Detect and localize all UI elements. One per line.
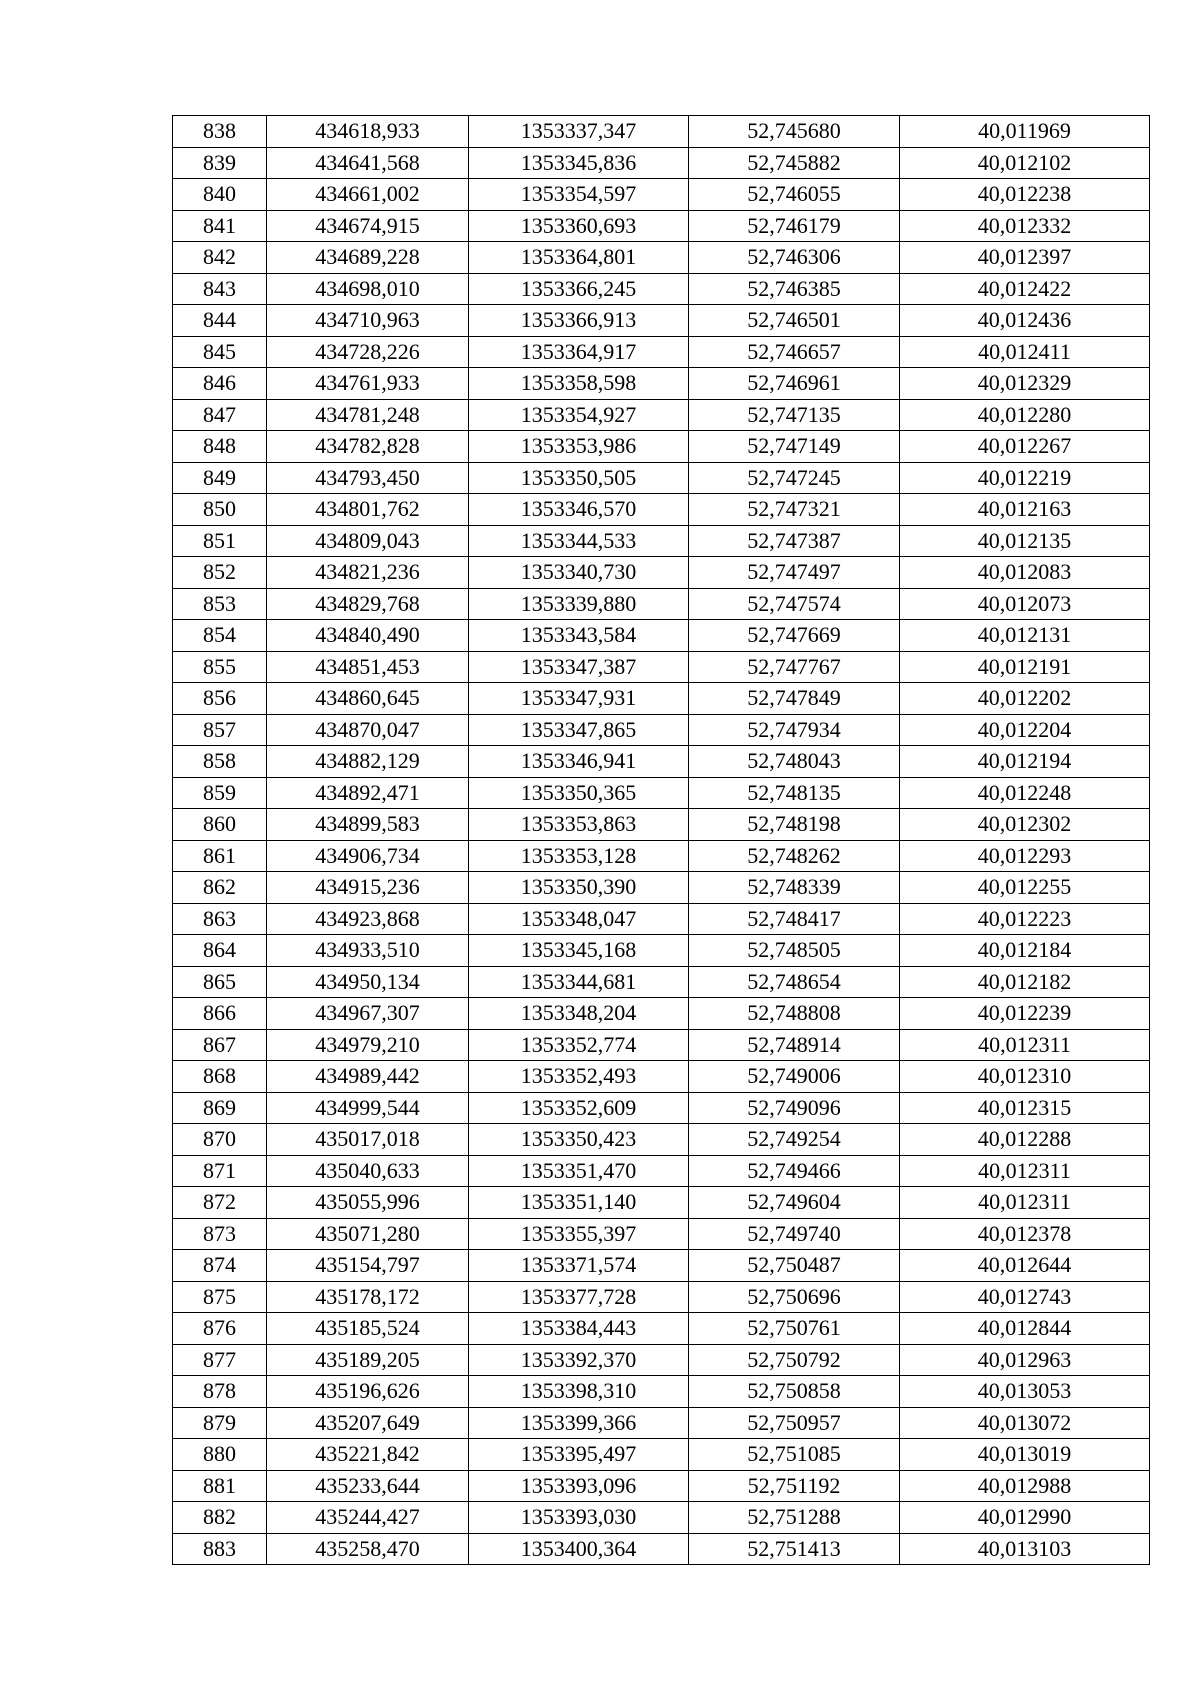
x-coordinate-cell: 434618,933	[267, 116, 469, 148]
point-number-cell: 867	[173, 1029, 267, 1061]
y-coordinate-cell: 1353347,387	[469, 651, 689, 683]
longitude-cell: 40,012963	[900, 1344, 1150, 1376]
point-number-cell: 859	[173, 777, 267, 809]
point-number-cell: 879	[173, 1407, 267, 1439]
y-coordinate-cell: 1353339,880	[469, 588, 689, 620]
latitude-cell: 52,748262	[689, 840, 900, 872]
longitude-cell: 40,012204	[900, 714, 1150, 746]
x-coordinate-cell: 434674,915	[267, 210, 469, 242]
x-coordinate-cell: 435258,470	[267, 1533, 469, 1565]
point-number-cell: 850	[173, 494, 267, 526]
latitude-cell: 52,747849	[689, 683, 900, 715]
point-number-cell: 882	[173, 1502, 267, 1534]
latitude-cell: 52,747149	[689, 431, 900, 463]
x-coordinate-cell: 434809,043	[267, 525, 469, 557]
table-row	[173, 714, 1150, 746]
longitude-cell: 40,012844	[900, 1313, 1150, 1345]
y-coordinate-cell: 1353352,493	[469, 1061, 689, 1093]
point-number-cell: 881	[173, 1470, 267, 1502]
x-coordinate-cell: 434829,768	[267, 588, 469, 620]
longitude-cell: 40,012332	[900, 210, 1150, 242]
y-coordinate-cell: 1353350,423	[469, 1124, 689, 1156]
table-row	[173, 305, 1150, 337]
x-coordinate-cell: 434698,010	[267, 273, 469, 305]
point-number-cell: 864	[173, 935, 267, 967]
y-coordinate-cell: 1353398,310	[469, 1376, 689, 1408]
longitude-cell: 40,013019	[900, 1439, 1150, 1471]
x-coordinate-cell: 435221,842	[267, 1439, 469, 1471]
table-row	[173, 777, 1150, 809]
longitude-cell: 40,012219	[900, 462, 1150, 494]
x-coordinate-cell: 434870,047	[267, 714, 469, 746]
latitude-cell: 52,747934	[689, 714, 900, 746]
table-row	[173, 998, 1150, 1030]
latitude-cell: 52,746961	[689, 368, 900, 400]
latitude-cell: 52,746179	[689, 210, 900, 242]
longitude-cell: 40,012644	[900, 1250, 1150, 1282]
x-coordinate-cell: 434979,210	[267, 1029, 469, 1061]
x-coordinate-cell: 434882,129	[267, 746, 469, 778]
point-number-cell: 852	[173, 557, 267, 589]
longitude-cell: 40,012743	[900, 1281, 1150, 1313]
y-coordinate-cell: 1353345,168	[469, 935, 689, 967]
table-row	[173, 1218, 1150, 1250]
longitude-cell: 40,012422	[900, 273, 1150, 305]
y-coordinate-cell: 1353346,941	[469, 746, 689, 778]
y-coordinate-cell: 1353360,693	[469, 210, 689, 242]
latitude-cell: 52,747387	[689, 525, 900, 557]
x-coordinate-cell: 434761,933	[267, 368, 469, 400]
x-coordinate-cell: 434906,734	[267, 840, 469, 872]
longitude-cell: 40,012311	[900, 1155, 1150, 1187]
table-row	[173, 1187, 1150, 1219]
x-coordinate-cell: 435185,524	[267, 1313, 469, 1345]
table-row	[173, 620, 1150, 652]
latitude-cell: 52,749604	[689, 1187, 900, 1219]
x-coordinate-cell: 435196,626	[267, 1376, 469, 1408]
longitude-cell: 40,012267	[900, 431, 1150, 463]
latitude-cell: 52,751413	[689, 1533, 900, 1565]
table-row	[173, 494, 1150, 526]
longitude-cell: 40,012194	[900, 746, 1150, 778]
table-row	[173, 462, 1150, 494]
x-coordinate-cell: 434840,490	[267, 620, 469, 652]
longitude-cell: 40,012329	[900, 368, 1150, 400]
y-coordinate-cell: 1353354,597	[469, 179, 689, 211]
latitude-cell: 52,745680	[689, 116, 900, 148]
table-row	[173, 651, 1150, 683]
latitude-cell: 52,747767	[689, 651, 900, 683]
table-row	[173, 872, 1150, 904]
table-row	[173, 588, 1150, 620]
latitude-cell: 52,747135	[689, 399, 900, 431]
x-coordinate-cell: 434967,307	[267, 998, 469, 1030]
table-row	[173, 1470, 1150, 1502]
coordinates-table	[172, 115, 1150, 1565]
latitude-cell: 52,751085	[689, 1439, 900, 1471]
y-coordinate-cell: 1353353,863	[469, 809, 689, 841]
x-coordinate-cell: 434915,236	[267, 872, 469, 904]
y-coordinate-cell: 1353400,364	[469, 1533, 689, 1565]
y-coordinate-cell: 1353366,245	[469, 273, 689, 305]
y-coordinate-cell: 1353345,836	[469, 147, 689, 179]
latitude-cell: 52,748339	[689, 872, 900, 904]
longitude-cell: 40,013103	[900, 1533, 1150, 1565]
point-number-cell: 845	[173, 336, 267, 368]
latitude-cell: 52,750696	[689, 1281, 900, 1313]
table-row	[173, 683, 1150, 715]
y-coordinate-cell: 1353351,140	[469, 1187, 689, 1219]
x-coordinate-cell: 435055,996	[267, 1187, 469, 1219]
latitude-cell: 52,751192	[689, 1470, 900, 1502]
point-number-cell: 861	[173, 840, 267, 872]
x-coordinate-cell: 435244,427	[267, 1502, 469, 1534]
longitude-cell: 40,012310	[900, 1061, 1150, 1093]
point-number-cell: 865	[173, 966, 267, 998]
latitude-cell: 52,747245	[689, 462, 900, 494]
table-row	[173, 336, 1150, 368]
table-row	[173, 903, 1150, 935]
point-number-cell: 870	[173, 1124, 267, 1156]
y-coordinate-cell: 1353348,047	[469, 903, 689, 935]
x-coordinate-cell: 435040,633	[267, 1155, 469, 1187]
y-coordinate-cell: 1353340,730	[469, 557, 689, 589]
latitude-cell: 52,748505	[689, 935, 900, 967]
x-coordinate-cell: 434950,134	[267, 966, 469, 998]
latitude-cell: 52,748808	[689, 998, 900, 1030]
point-number-cell: 866	[173, 998, 267, 1030]
y-coordinate-cell: 1353352,774	[469, 1029, 689, 1061]
table-row	[173, 1124, 1150, 1156]
x-coordinate-cell: 435189,205	[267, 1344, 469, 1376]
table-row	[173, 840, 1150, 872]
y-coordinate-cell: 1353377,728	[469, 1281, 689, 1313]
table-row	[173, 273, 1150, 305]
table-row	[173, 1250, 1150, 1282]
latitude-cell: 52,748135	[689, 777, 900, 809]
point-number-cell: 872	[173, 1187, 267, 1219]
y-coordinate-cell: 1353348,204	[469, 998, 689, 1030]
table-row	[173, 1281, 1150, 1313]
point-number-cell: 877	[173, 1344, 267, 1376]
longitude-cell: 40,013072	[900, 1407, 1150, 1439]
y-coordinate-cell: 1353355,397	[469, 1218, 689, 1250]
table-row	[173, 1061, 1150, 1093]
latitude-cell: 52,745882	[689, 147, 900, 179]
y-coordinate-cell: 1353347,865	[469, 714, 689, 746]
table-row	[173, 368, 1150, 400]
table-row	[173, 116, 1150, 148]
y-coordinate-cell: 1353358,598	[469, 368, 689, 400]
longitude-cell: 40,012223	[900, 903, 1150, 935]
longitude-cell: 40,012436	[900, 305, 1150, 337]
longitude-cell: 40,012288	[900, 1124, 1150, 1156]
x-coordinate-cell: 434933,510	[267, 935, 469, 967]
latitude-cell: 52,749254	[689, 1124, 900, 1156]
y-coordinate-cell: 1353352,609	[469, 1092, 689, 1124]
latitude-cell: 52,749740	[689, 1218, 900, 1250]
y-coordinate-cell: 1353337,347	[469, 116, 689, 148]
point-number-cell: 871	[173, 1155, 267, 1187]
longitude-cell: 40,012311	[900, 1187, 1150, 1219]
longitude-cell: 40,012411	[900, 336, 1150, 368]
table-row	[173, 935, 1150, 967]
table-row	[173, 1155, 1150, 1187]
y-coordinate-cell: 1353364,801	[469, 242, 689, 274]
y-coordinate-cell: 1353350,505	[469, 462, 689, 494]
table-row	[173, 431, 1150, 463]
point-number-cell: 875	[173, 1281, 267, 1313]
x-coordinate-cell: 435017,018	[267, 1124, 469, 1156]
point-number-cell: 857	[173, 714, 267, 746]
latitude-cell: 52,747669	[689, 620, 900, 652]
point-number-cell: 855	[173, 651, 267, 683]
longitude-cell: 40,012191	[900, 651, 1150, 683]
x-coordinate-cell: 434989,442	[267, 1061, 469, 1093]
longitude-cell: 40,012280	[900, 399, 1150, 431]
point-number-cell: 883	[173, 1533, 267, 1565]
latitude-cell: 52,749006	[689, 1061, 900, 1093]
longitude-cell: 40,012315	[900, 1092, 1150, 1124]
table-row	[173, 399, 1150, 431]
latitude-cell: 52,749096	[689, 1092, 900, 1124]
y-coordinate-cell: 1353346,570	[469, 494, 689, 526]
point-number-cell: 853	[173, 588, 267, 620]
latitude-cell: 52,746055	[689, 179, 900, 211]
latitude-cell: 52,750761	[689, 1313, 900, 1345]
point-number-cell: 868	[173, 1061, 267, 1093]
table-row	[173, 242, 1150, 274]
longitude-cell: 40,012102	[900, 147, 1150, 179]
latitude-cell: 52,746657	[689, 336, 900, 368]
x-coordinate-cell: 435233,644	[267, 1470, 469, 1502]
y-coordinate-cell: 1353395,497	[469, 1439, 689, 1471]
y-coordinate-cell: 1353366,913	[469, 305, 689, 337]
x-coordinate-cell: 434923,868	[267, 903, 469, 935]
point-number-cell: 840	[173, 179, 267, 211]
latitude-cell: 52,750957	[689, 1407, 900, 1439]
x-coordinate-cell: 435207,649	[267, 1407, 469, 1439]
table-row	[173, 1092, 1150, 1124]
point-number-cell: 874	[173, 1250, 267, 1282]
table-row	[173, 147, 1150, 179]
x-coordinate-cell: 434821,236	[267, 557, 469, 589]
y-coordinate-cell: 1353343,584	[469, 620, 689, 652]
y-coordinate-cell: 1353344,681	[469, 966, 689, 998]
longitude-cell: 40,012163	[900, 494, 1150, 526]
longitude-cell: 40,012238	[900, 179, 1150, 211]
table-row	[173, 1029, 1150, 1061]
point-number-cell: 869	[173, 1092, 267, 1124]
y-coordinate-cell: 1353351,470	[469, 1155, 689, 1187]
longitude-cell: 40,012311	[900, 1029, 1150, 1061]
table-row	[173, 1344, 1150, 1376]
x-coordinate-cell: 434781,248	[267, 399, 469, 431]
x-coordinate-cell: 435071,280	[267, 1218, 469, 1250]
point-number-cell: 848	[173, 431, 267, 463]
x-coordinate-cell: 434860,645	[267, 683, 469, 715]
longitude-cell: 40,012293	[900, 840, 1150, 872]
point-number-cell: 843	[173, 273, 267, 305]
y-coordinate-cell: 1353350,390	[469, 872, 689, 904]
x-coordinate-cell: 434793,450	[267, 462, 469, 494]
y-coordinate-cell: 1353384,443	[469, 1313, 689, 1345]
longitude-cell: 40,012131	[900, 620, 1150, 652]
y-coordinate-cell: 1353353,986	[469, 431, 689, 463]
point-number-cell: 863	[173, 903, 267, 935]
table-row	[173, 557, 1150, 589]
longitude-cell: 40,012239	[900, 998, 1150, 1030]
x-coordinate-cell: 434782,828	[267, 431, 469, 463]
table-row	[173, 1376, 1150, 1408]
x-coordinate-cell: 434641,568	[267, 147, 469, 179]
latitude-cell: 52,746306	[689, 242, 900, 274]
point-number-cell: 846	[173, 368, 267, 400]
x-coordinate-cell: 434801,762	[267, 494, 469, 526]
point-number-cell: 856	[173, 683, 267, 715]
y-coordinate-cell: 1353344,533	[469, 525, 689, 557]
x-coordinate-cell: 435154,797	[267, 1250, 469, 1282]
latitude-cell: 52,746385	[689, 273, 900, 305]
point-number-cell: 880	[173, 1439, 267, 1471]
latitude-cell: 52,751288	[689, 1502, 900, 1534]
table-row	[173, 746, 1150, 778]
point-number-cell: 873	[173, 1218, 267, 1250]
coordinates-table-body	[173, 116, 1150, 1565]
table-row	[173, 525, 1150, 557]
y-coordinate-cell: 1353354,927	[469, 399, 689, 431]
table-row	[173, 1439, 1150, 1471]
longitude-cell: 40,012378	[900, 1218, 1150, 1250]
latitude-cell: 52,748043	[689, 746, 900, 778]
longitude-cell: 40,012083	[900, 557, 1150, 589]
point-number-cell: 849	[173, 462, 267, 494]
point-number-cell: 860	[173, 809, 267, 841]
longitude-cell: 40,012073	[900, 588, 1150, 620]
latitude-cell: 52,750487	[689, 1250, 900, 1282]
table-row	[173, 1533, 1150, 1565]
latitude-cell: 52,747321	[689, 494, 900, 526]
point-number-cell: 838	[173, 116, 267, 148]
latitude-cell: 52,749466	[689, 1155, 900, 1187]
y-coordinate-cell: 1353393,096	[469, 1470, 689, 1502]
table-row	[173, 1313, 1150, 1345]
longitude-cell: 40,012255	[900, 872, 1150, 904]
latitude-cell: 52,748914	[689, 1029, 900, 1061]
y-coordinate-cell: 1353393,030	[469, 1502, 689, 1534]
y-coordinate-cell: 1353364,917	[469, 336, 689, 368]
latitude-cell: 52,747574	[689, 588, 900, 620]
latitude-cell: 52,747497	[689, 557, 900, 589]
longitude-cell: 40,012135	[900, 525, 1150, 557]
latitude-cell: 52,748417	[689, 903, 900, 935]
latitude-cell: 52,750792	[689, 1344, 900, 1376]
point-number-cell: 858	[173, 746, 267, 778]
longitude-cell: 40,012182	[900, 966, 1150, 998]
table-row	[173, 1502, 1150, 1534]
x-coordinate-cell: 434710,963	[267, 305, 469, 337]
table-row	[173, 809, 1150, 841]
table-row	[173, 966, 1150, 998]
y-coordinate-cell: 1353347,931	[469, 683, 689, 715]
x-coordinate-cell: 434899,583	[267, 809, 469, 841]
longitude-cell: 40,012988	[900, 1470, 1150, 1502]
x-coordinate-cell: 434661,002	[267, 179, 469, 211]
point-number-cell: 842	[173, 242, 267, 274]
longitude-cell: 40,013053	[900, 1376, 1150, 1408]
point-number-cell: 839	[173, 147, 267, 179]
table-row	[173, 210, 1150, 242]
table-row	[173, 1407, 1150, 1439]
x-coordinate-cell: 434728,226	[267, 336, 469, 368]
point-number-cell: 876	[173, 1313, 267, 1345]
latitude-cell: 52,748198	[689, 809, 900, 841]
point-number-cell: 844	[173, 305, 267, 337]
latitude-cell: 52,746501	[689, 305, 900, 337]
point-number-cell: 841	[173, 210, 267, 242]
longitude-cell: 40,012302	[900, 809, 1150, 841]
point-number-cell: 847	[173, 399, 267, 431]
point-number-cell: 851	[173, 525, 267, 557]
longitude-cell: 40,012397	[900, 242, 1150, 274]
longitude-cell: 40,011969	[900, 116, 1150, 148]
x-coordinate-cell: 434851,453	[267, 651, 469, 683]
x-coordinate-cell: 434689,228	[267, 242, 469, 274]
longitude-cell: 40,012184	[900, 935, 1150, 967]
x-coordinate-cell: 435178,172	[267, 1281, 469, 1313]
latitude-cell: 52,750858	[689, 1376, 900, 1408]
y-coordinate-cell: 1353392,370	[469, 1344, 689, 1376]
longitude-cell: 40,012202	[900, 683, 1150, 715]
latitude-cell: 52,748654	[689, 966, 900, 998]
point-number-cell: 862	[173, 872, 267, 904]
longitude-cell: 40,012248	[900, 777, 1150, 809]
y-coordinate-cell: 1353399,366	[469, 1407, 689, 1439]
point-number-cell: 878	[173, 1376, 267, 1408]
point-number-cell: 854	[173, 620, 267, 652]
longitude-cell: 40,012990	[900, 1502, 1150, 1534]
x-coordinate-cell: 434999,544	[267, 1092, 469, 1124]
y-coordinate-cell: 1353371,574	[469, 1250, 689, 1282]
x-coordinate-cell: 434892,471	[267, 777, 469, 809]
y-coordinate-cell: 1353350,365	[469, 777, 689, 809]
table-row	[173, 179, 1150, 211]
y-coordinate-cell: 1353353,128	[469, 840, 689, 872]
